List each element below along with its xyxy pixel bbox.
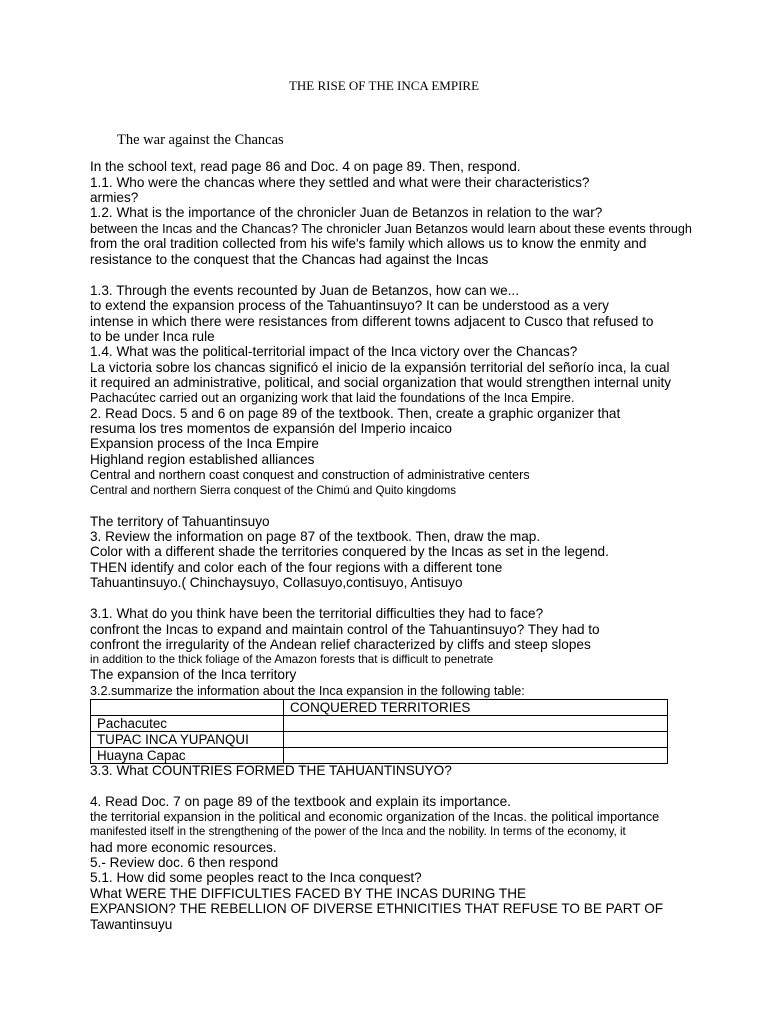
text-line: Tawantinsuyu (90, 917, 173, 932)
table-cell (91, 700, 284, 716)
text-line: 3.2.summarize the information about the Inca expansion in the following table: (90, 684, 525, 698)
text-line: in addition to the thick foliage of the Amazon forests that is difficult to penetrate (90, 653, 494, 666)
text-line: to extend the expansion process of the Tahuantinsuyo? It can be understood as a very (90, 298, 609, 313)
text-line: Highland region established alliances (90, 452, 315, 467)
table-header-cell: CONQUERED TERRITORIES (284, 700, 668, 716)
table-cell (284, 716, 668, 732)
text-line: the territorial expansion in the political and economic organization of the Incas. the political importance (90, 810, 660, 824)
text-line: What WERE THE DIFFICULTIES FACED BY THE INCAS DURING THE (90, 886, 527, 901)
table-row (91, 716, 668, 732)
text-line: Tahuantinsuyo.( Chinchaysuyo, Collasuyo,contisuyo, Antisuyo (90, 575, 463, 590)
text-line: Central and northern coast conquest and construction of administrative centers (90, 468, 530, 482)
text-line: manifested itself in the strengthening of the power of the Inca and the nobility. In terms of the economy, it (90, 825, 626, 838)
table-cell (284, 748, 668, 764)
text-line: 4. Read Doc. 7 on page 89 of the textbook and explain its importance. (90, 794, 511, 809)
text-line: Color with a different shade the territories conquered by the Incas as set in the legend. (90, 544, 609, 559)
text-line: Expansion process of the Inca Empire (90, 436, 319, 451)
text-line: La victoria sobre los chancas significó el inicio de la expansión territorial del señorío inca, la cual (90, 360, 670, 375)
text-line: EXPANSION? THE REBELLION OF DIVERSE ETHNICITIES THAT REFUSE TO BE PART OF (90, 901, 664, 916)
text-line: The expansion of the Inca territory (90, 667, 297, 682)
text-line: 1.2. What is the importance of the chronicler Juan de Betanzos in relation to the war? (90, 205, 603, 220)
text-line: 3.3. What COUNTRIES FORMED THE TAHUANTINSUYO? (90, 763, 452, 778)
table-cell: Pachacutec (91, 716, 284, 732)
table-cell: TUPAC INCA YUPANQUI (91, 732, 284, 748)
table-header-row (91, 700, 668, 716)
text-line: 3. Review the information on page 87 of the textbook. Then, draw the map. (90, 529, 541, 544)
text-line: 1.1. Who were the chancas where they settled and what were their characteristics? (90, 175, 590, 190)
text-line: In the school text, read page 86 and Doc. 4 on page 89. Then, respond. (90, 159, 521, 174)
text-line: confront the irregularity of the Andean relief characterized by cliffs and steep slopes (90, 637, 591, 652)
text-line: 1.4. What was the political-territorial impact of the Inca victory over the Chancas? (90, 344, 578, 359)
section-heading: The war against the Chancas (117, 132, 284, 148)
text-line: Central and northern Sierra conquest of the Chimú and Quito kingdoms (90, 484, 457, 497)
table-row (91, 732, 668, 748)
text-line: 2. Read Docs. 5 and 6 on page 89 of the textbook. Then, create a graphic organizer that (90, 406, 621, 421)
text-line: Pachacútec carried out an organizing work that laid the foundations of the Inca Empire. (90, 391, 575, 405)
table-row (91, 748, 668, 764)
text-line: to be under Inca rule (90, 329, 215, 344)
territories-table (90, 699, 668, 764)
text-line: resistance to the conquest that the Chancas had against the Incas (90, 252, 489, 267)
text-line: intense in which there were resistances from different towns adjacent to Cusco that refused to (90, 314, 654, 329)
text-line: had more economic resources. (90, 840, 277, 855)
table-cell: Huayna Capac (91, 748, 284, 764)
text-line: from the oral tradition collected from his wife's family which allows us to know the enmity and (90, 236, 647, 251)
text-line: 3.1. What do you think have been the territorial difficulties they had to face? (90, 606, 544, 621)
text-line: resuma los tres momentos de expansión del Imperio incaico (90, 421, 452, 436)
text-line: confront the Incas to expand and maintain control of the Tahuantinsuyo? They had to (90, 622, 600, 637)
text-line: 5.1. How did some peoples react to the Inca conquest? (90, 870, 422, 885)
text-line: armies? (90, 190, 139, 205)
text-line: The territory of Tahuantinsuyo (90, 514, 270, 529)
text-line: it required an administrative, political, and social organization that would strengthen internal unity (90, 375, 672, 390)
table-cell (284, 732, 668, 748)
document-title: THE RISE OF THE INCA EMPIRE (288, 78, 480, 93)
text-line: 5.- Review doc. 6 then respond (90, 855, 279, 870)
text-line: 1.3. Through the events recounted by Juan de Betanzos, how can we... (90, 283, 519, 298)
text-line: between the Incas and the Chancas? The chronicler Juan Betanzos would learn about these events through (90, 222, 692, 236)
text-line: THEN identify and color each of the four regions with a different tone (90, 560, 503, 575)
